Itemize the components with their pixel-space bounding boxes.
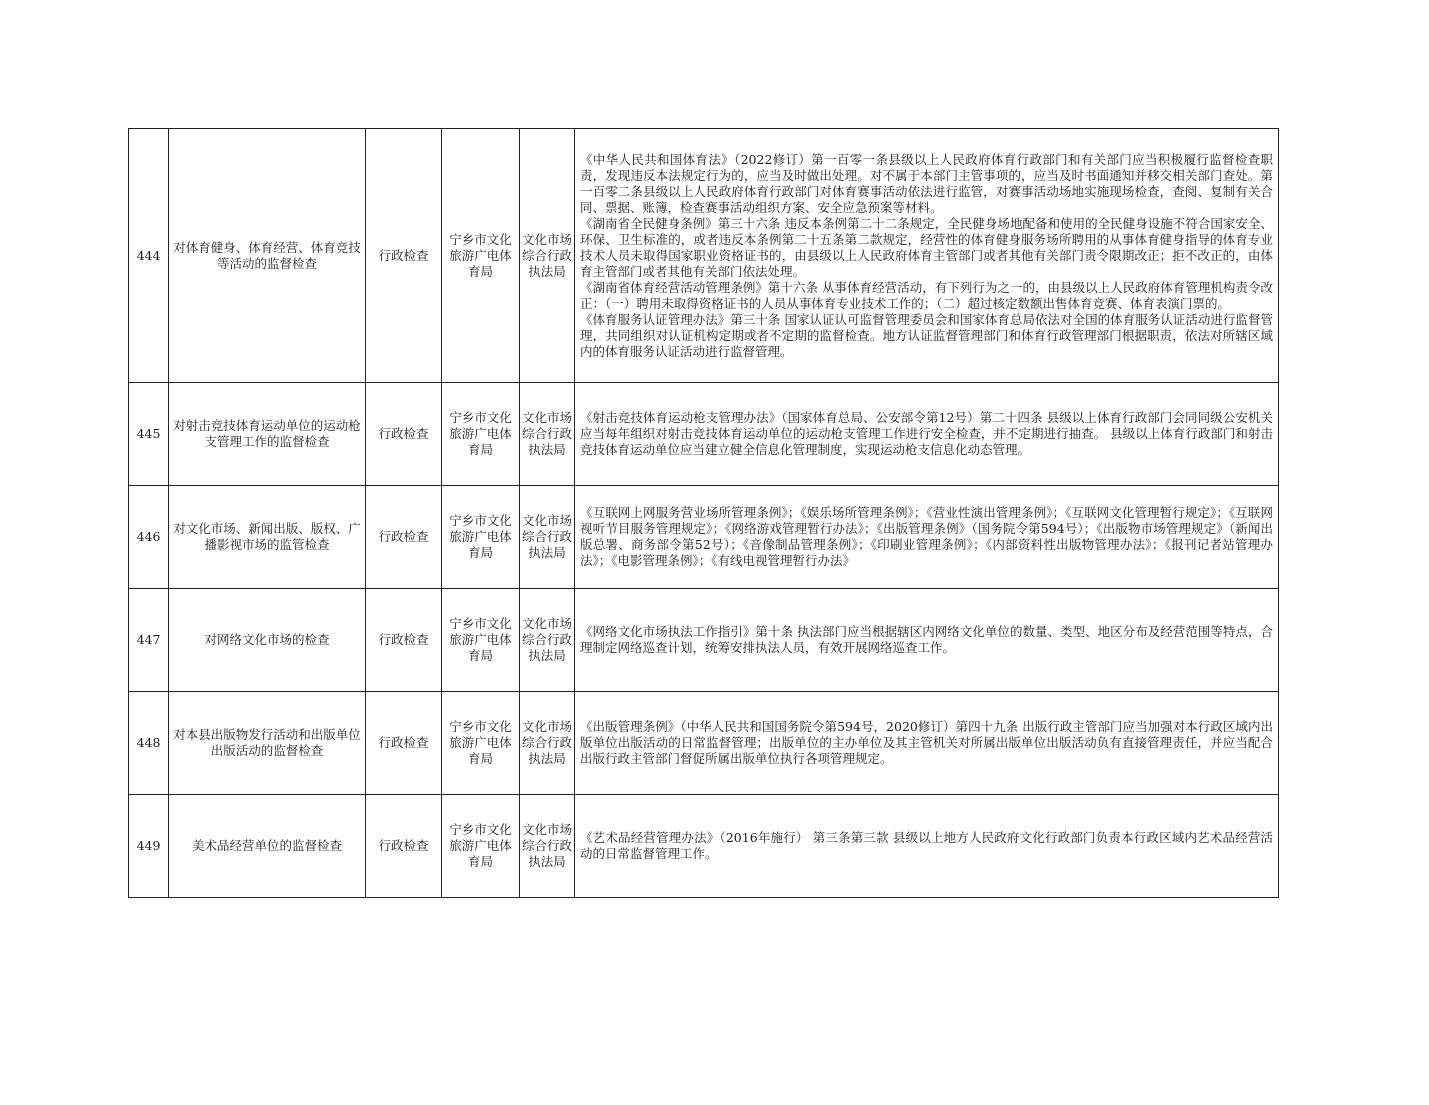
legal-basis [575,589,1279,692]
legal-basis-paragraph: 《体育服务认证管理办法》第三十条 国家认证认可监督管理委员会和国家体育总局依法对全国的体育服务认证活动进行监督管理，共同组织对认证机构定期或者不定期的监督检查。地方认证监督管理部门和体育行政管理部门根据职责，依法对所辖区域内的体育服务认证活动进行监督管理。 [580,311,1273,359]
inspection-item-name: 美术品经营单位的监督检查 [169,795,366,898]
executing-body: 文化市场综合行政执法局 [520,486,575,589]
item-type: 行政检查 [366,692,442,795]
legal-basis-paragraph: 《网络文化市场执法工作指引》第十条 执法部门应当根据辖区内网络文化单位的数量、类型、地区分布及经营范围等特点，合理制定网络巡查计划，统筹安排执法人员，有效开展网络巡查工作。 [580,624,1273,655]
table-row [129,383,1279,486]
responsible-department: 宁乡市文化旅游广电体育局 [442,692,520,795]
legal-basis-paragraph: 《湖南省全民健身条例》第三十六条 违反本条例第二十二条规定，全民健身场地配备和使用的全民健身设施不符合国家安全、环保、卫生标准的，或者违反本条例第二十五条第二款规定，经营性的体育健身服务场所聘用的从事体育健身指导的体育专业技术人员未取得国家职业资格证书的，由县级以上人民政府体育主管部门或者其他有关部门责令限期改正；拒不改正的，由体育主管部门或者其他有关部门依法处理。 [580,215,1273,279]
responsible-department: 宁乡市文化旅游广电体育局 [442,129,520,383]
responsible-department: 宁乡市文化旅游广电体育局 [442,383,520,486]
legal-basis-paragraph: 《中华人民共和国体育法》（2022修订）第一百零一条县级以上人民政府体育行政部门和有关部门应当积极履行监督检查职责，发现违反本法规定行为的，应当及时做出处理。对不属于本部门主管事项的，应当及时书面通知并移交相关部门查处。第一百零二条县级以上人民政府体育行政部门对体育赛事活动依法进行监管，对赛事活动场地实施现场检查，查阅、复制有关合同、票据、账簿，检查赛事活动组织方案、安全应急预案等材料。 [580,151,1273,215]
legal-basis-paragraph: 《互联网上网服务营业场所管理条例》；《娱乐场所管理条例》；《营业性演出管理条例》；《互联网文化管理暂行规定》；《互联网视听节目服务管理规定》；《网络游戏管理暂行办法》；《出版管理条例》（国务院令第594号）；《出版物市场管理规定》（新闻出版总署、商务部令第52号）；《音像制品管理条例》；《印刷业管理条例》；《内部资料性出版物管理办法》；《报刊记者站管理办法》；《电影管理条例》；《有线电视管理暂行办法》 [580,505,1273,568]
executing-body: 文化市场综合行政执法局 [520,129,575,383]
legal-basis-paragraph: 《出版管理条例》（中华人民共和国国务院令第594号，2020修订）第四十九条 出版行政主管部门应当加强对本行政区域内出版单位出版活动的日常监督管理；出版单位的主办单位及其主管机关对所属出版单位出版活动负有直接管理责任，并应当配合出版行政主管部门督促所属出版单位执行各项管理规定。 [580,719,1273,766]
responsible-department: 宁乡市文化旅游广电体育局 [442,486,520,589]
item-type: 行政检查 [366,486,442,589]
table-row [129,129,1279,383]
inspection-item-name: 对体育健身、体育经营、体育竞技等活动的监督检查 [169,129,366,383]
responsible-department: 宁乡市文化旅游广电体育局 [442,589,520,692]
row-number: 449 [129,795,169,898]
executing-body: 文化市场综合行政执法局 [520,589,575,692]
item-type: 行政检查 [366,129,442,383]
inspection-item-name: 对文化市场、新闻出版、版权、广播影视市场的监管检查 [169,486,366,589]
legal-basis-paragraph: 《湖南省体育经营活动管理条例》第十六条 从事体育经营活动，有下列行为之一的，由县级以上人民政府体育管理机构责令改正：（一）聘用未取得资格证书的人员从事体育专业技术工作的；（二）超过核定数额出售体育竞赛、体育表演门票的。 [580,279,1273,311]
row-number: 444 [129,129,169,383]
legal-basis [575,692,1279,795]
inspection-item-name: 对射击竞技体育运动单位的运动枪支管理工作的监督检查 [169,383,366,486]
item-type: 行政检查 [366,795,442,898]
responsible-department: 宁乡市文化旅游广电体育局 [442,795,520,898]
executing-body: 文化市场综合行政执法局 [520,692,575,795]
legal-basis [575,129,1279,383]
table-row [129,692,1279,795]
item-type: 行政检查 [366,383,442,486]
table-row [129,795,1279,898]
legal-basis [575,383,1279,486]
row-number: 448 [129,692,169,795]
row-number: 445 [129,383,169,486]
item-type: 行政检查 [366,589,442,692]
executing-body: 文化市场综合行政执法局 [520,383,575,486]
legal-basis-paragraph: 《射击竞技体育运动枪支管理办法》（国家体育总局、公安部令第12号）第二十四条 县级以上体育行政部门会同同级公安机关应当每年组织对射击竞技体育运动单位的运动枪支管理工作进行安全检查，并不定期进行抽查。 县级以上体育行政部门和射击竞技体育运动单位应当建立健全信息化管理制度，实现运动枪支信息化动态管理。 [580,410,1273,457]
row-number: 447 [129,589,169,692]
table-row [129,486,1279,589]
inspection-item-name: 对本县出版物发行活动和出版单位出版活动的监督检查 [169,692,366,795]
legal-basis [575,795,1279,898]
inspection-items-table [128,128,1279,898]
legal-basis-paragraph: 《艺术品经营管理办法》（2016年施行） 第三条第三款 县级以上地方人民政府文化行政部门负责本行政区域内艺术品经营活动的日常监督管理工作。 [580,830,1273,861]
table-row [129,589,1279,692]
inspection-item-name: 对网络文化市场的检查 [169,589,366,692]
legal-basis [575,486,1279,589]
row-number: 446 [129,486,169,589]
executing-body: 文化市场综合行政执法局 [520,795,575,898]
